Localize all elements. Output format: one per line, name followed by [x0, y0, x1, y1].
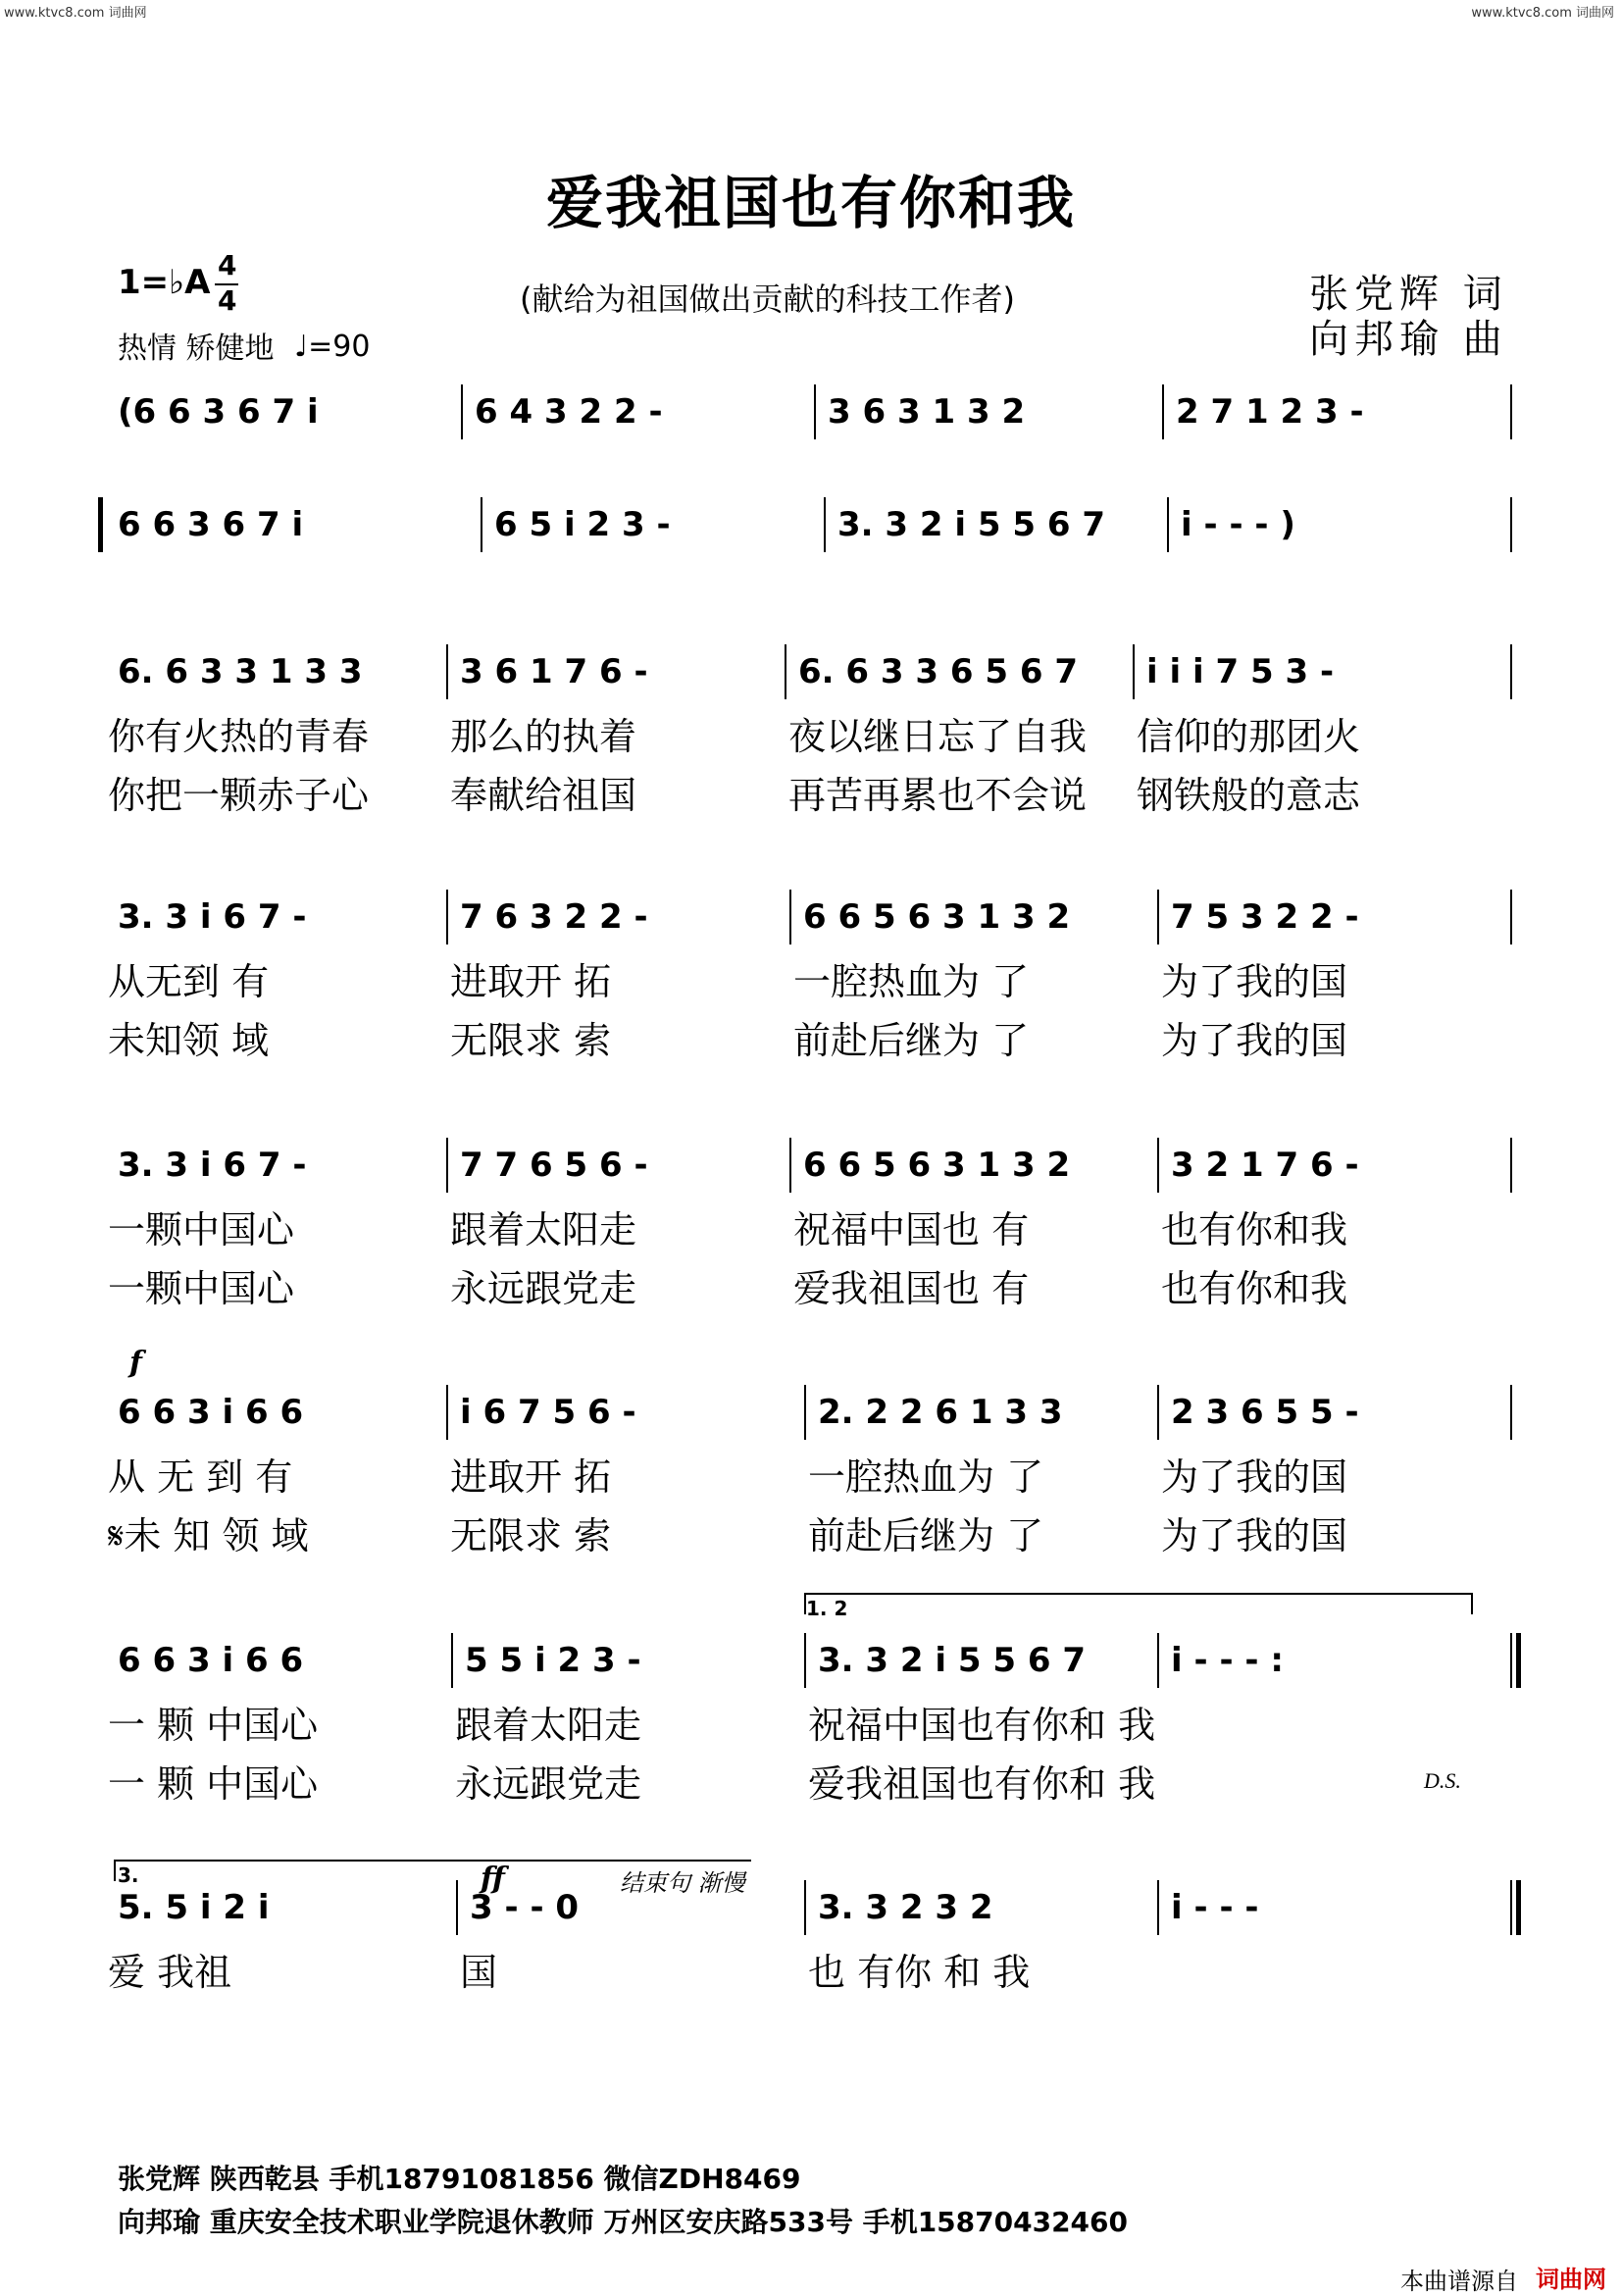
lyric-verse-1: 为了我的国	[1161, 1455, 1348, 1499]
lyric-verse-2: 为了我的国	[1161, 1514, 1348, 1557]
bar-line	[446, 890, 448, 944]
bar-line	[1510, 1385, 1512, 1440]
measure-notes: 2 7 1 2 3 -	[1176, 392, 1364, 432]
bar-line	[1157, 1385, 1159, 1440]
lyric-verse-1: 一腔热血为 了	[808, 1455, 1044, 1499]
measure-notes: 7 7 6 5 6 -	[460, 1146, 648, 1185]
volta-1-2-line	[804, 1593, 1471, 1595]
bar-line	[1510, 384, 1512, 439]
measure-notes: 5. 5 i 2 i	[118, 1888, 270, 1927]
bar-line	[785, 644, 786, 699]
lyric-verse-2: 前赴后继为 了	[793, 1019, 1030, 1062]
repeat-bar	[1516, 1633, 1521, 1688]
repeat-bar	[98, 497, 103, 552]
bar-line	[1510, 1633, 1512, 1688]
ending-text: 结束句 渐慢	[620, 1869, 745, 1897]
bar-line	[1510, 497, 1512, 552]
lyric-verse-1: 进取开 拓	[450, 960, 612, 1003]
lyric-verse-1: 国	[460, 1951, 498, 1994]
bar-line	[481, 497, 482, 552]
measure-notes: 6. 6 3 3 1 3 3	[118, 652, 363, 691]
bar-line	[446, 1385, 448, 1440]
bar-line	[1157, 1633, 1159, 1688]
da-segno: D.S.	[1424, 1768, 1461, 1793]
bar-line	[1157, 1138, 1159, 1193]
bar-line	[446, 644, 448, 699]
lyric-verse-2: 为了我的国	[1161, 1019, 1348, 1062]
dedication: (献给为祖国做出贡献的科技工作者)	[520, 281, 1015, 318]
measure-notes: 2 3 6 5 5 -	[1171, 1393, 1359, 1432]
lyric-verse-2: 𝄋未 知 领 域	[108, 1514, 309, 1557]
measure-notes: 6 6 3 i 6 6	[118, 1393, 304, 1432]
measure-notes: 3 2 1 7 6 -	[1171, 1146, 1359, 1185]
footer-line-2: 向邦瑜 重庆安全技术职业学院退休教师 万州区安庆路533号 手机15870432460	[118, 2206, 1129, 2238]
measure-notes: 2. 2 2 6 1 3 3	[818, 1393, 1063, 1432]
bar-line	[1157, 1880, 1159, 1935]
measure-notes: 3. 3 i 6 7 -	[118, 1146, 307, 1185]
measure-notes: i i i 7 5 3 -	[1146, 652, 1335, 691]
lyric-verse-1: 跟着太阳走	[450, 1208, 637, 1251]
lyric-verse-1: 一 颗 中国心	[108, 1704, 319, 1747]
bar-line	[451, 1633, 453, 1688]
lyric-verse-1: 你有火热的青春	[108, 715, 370, 758]
lyric-verse-1: 一颗中国心	[108, 1208, 295, 1251]
lyric-verse-1: 为了我的国	[1161, 960, 1348, 1003]
site-mark-left: www.ktvc8.com 词曲网	[4, 6, 147, 21]
volta-1-2: 1. 2	[806, 1597, 848, 1620]
lyric-verse-1: 夜以继日忘了自我	[788, 715, 1088, 758]
lyric-verse-1: 一腔热血为 了	[793, 960, 1030, 1003]
bar-line	[1510, 1138, 1512, 1193]
lyric-verse-1: 那么的执着	[450, 715, 637, 758]
lyric-verse-2: 未知领 域	[108, 1019, 270, 1062]
source-brand: 词曲网	[1536, 2266, 1606, 2293]
bar-line	[1510, 890, 1512, 944]
lyric-verse-2: 无限求 索	[450, 1514, 612, 1557]
measure-notes: 7 5 3 2 2 -	[1171, 897, 1359, 937]
lyric-verse-1: 从无到 有	[108, 960, 270, 1003]
volta-3: 3.	[118, 1863, 139, 1887]
lyric-verse-1: 信仰的那团火	[1137, 715, 1361, 758]
lyric-verse-2: 一颗中国心	[108, 1267, 295, 1310]
bar-line	[804, 1633, 806, 1688]
tempo-mark: ♩=90	[294, 330, 371, 364]
lyricist: 张党辉 词	[1309, 272, 1508, 317]
measure-notes: 6. 6 3 3 6 5 6 7	[798, 652, 1079, 691]
lyric-verse-2: 无限求 索	[450, 1019, 612, 1062]
measure-notes: 3 6 3 1 3 2	[828, 392, 1026, 432]
bar-line	[789, 890, 791, 944]
lyric-verse-2: 奉献给祖国	[450, 774, 637, 817]
bar-line	[824, 497, 826, 552]
measure-notes: 6 6 3 6 7 i	[118, 505, 304, 544]
lyric-verse-1: 爱 我祖	[108, 1951, 232, 1994]
lyric-verse-2: 爱我祖国也有你和 我	[808, 1762, 1156, 1806]
key-signature: 1=♭A	[118, 263, 211, 302]
bar-line	[446, 1138, 448, 1193]
lyric-verse-1: 从 无 到 有	[108, 1455, 293, 1499]
composer: 向邦瑜 曲	[1309, 317, 1508, 362]
measure-notes: 3. 3 2 i 5 5 6 7	[837, 505, 1106, 544]
tempo-text: 热情 矫健地	[118, 332, 275, 366]
measure-notes: (6 6 3 6 7 i	[118, 392, 319, 432]
measure-notes: 3. 3 i 6 7 -	[118, 897, 307, 937]
volta-3-hook	[114, 1860, 116, 1881]
bar-line	[456, 1880, 458, 1935]
bar-line	[814, 384, 816, 439]
bar-line	[1133, 644, 1135, 699]
lyric-verse-1: 也 有你 和 我	[808, 1951, 1031, 1994]
time-sig-den: 4	[218, 284, 237, 317]
measure-notes: 3 - - 0	[470, 1888, 580, 1927]
measure-notes: 6 6 3 i 6 6	[118, 1641, 304, 1680]
site-mark-right: www.ktvc8.com 词曲网	[1471, 6, 1614, 21]
lyric-verse-2: 前赴后继为 了	[808, 1514, 1044, 1557]
lyric-verse-1: 祝福中国也有你和 我	[808, 1704, 1156, 1747]
lyric-verse-1: 祝福中国也 有	[793, 1208, 1030, 1251]
measure-notes: 5 5 i 2 3 -	[465, 1641, 641, 1680]
song-title: 爱我祖国也有你和我	[545, 170, 1076, 236]
measure-notes: i 6 7 5 6 -	[460, 1393, 636, 1432]
lyric-verse-1: 也有你和我	[1161, 1208, 1348, 1251]
lyric-verse-1: 跟着太阳走	[455, 1704, 642, 1747]
dynamic-f: f	[129, 1346, 142, 1380]
lyric-verse-2: 也有你和我	[1161, 1267, 1348, 1310]
repeat-bar	[1516, 1880, 1521, 1935]
lyric-verse-2: 一 颗 中国心	[108, 1762, 319, 1806]
measure-notes: i - - -	[1171, 1888, 1259, 1927]
bar-line	[804, 1385, 806, 1440]
dynamic-ff: ff	[481, 1862, 505, 1896]
lyric-verse-2: 永远跟党走	[450, 1267, 637, 1310]
bar-line	[1510, 644, 1512, 699]
bar-line	[1510, 1880, 1512, 1935]
measure-notes: 3 6 1 7 6 -	[460, 652, 648, 691]
footer-line-1: 张党辉 陕西乾县 手机18791081856 微信ZDH8469	[118, 2163, 801, 2195]
volta-3-line	[114, 1860, 751, 1862]
measure-notes: 6 6 5 6 3 1 3 2	[803, 1146, 1071, 1185]
source-label: 本曲谱源自	[1400, 2268, 1518, 2295]
measure-notes: 6 4 3 2 2 -	[475, 392, 663, 432]
time-sig-num: 4	[218, 249, 237, 281]
bar-line	[1167, 497, 1169, 552]
measure-notes: i - - - :	[1171, 1641, 1284, 1680]
measure-notes: 3. 3 2 i 5 5 6 7	[818, 1641, 1087, 1680]
lyric-verse-1: 进取开 拓	[450, 1455, 612, 1499]
volta-1-2-end	[1471, 1593, 1473, 1614]
bar-line	[1162, 384, 1164, 439]
measure-notes: 6 6 5 6 3 1 3 2	[803, 897, 1071, 937]
measure-notes: 3. 3 2 3 2	[818, 1888, 993, 1927]
lyric-verse-2: 爱我祖国也 有	[793, 1267, 1030, 1310]
measure-notes: i - - - )	[1181, 505, 1295, 544]
bar-line	[461, 384, 463, 439]
bar-line	[804, 1880, 806, 1935]
measure-notes: 7 6 3 2 2 -	[460, 897, 648, 937]
lyric-verse-2: 钢铁般的意志	[1137, 774, 1361, 817]
volta-1-2-hook	[804, 1593, 806, 1614]
measure-notes: 6 5 i 2 3 -	[494, 505, 671, 544]
lyric-verse-2: 你把一颗赤子心	[108, 774, 370, 817]
bar-line	[1157, 890, 1159, 944]
bar-line	[789, 1138, 791, 1193]
lyric-verse-2: 永远跟党走	[455, 1762, 642, 1806]
lyric-verse-2: 再苦再累也不会说	[788, 774, 1088, 817]
